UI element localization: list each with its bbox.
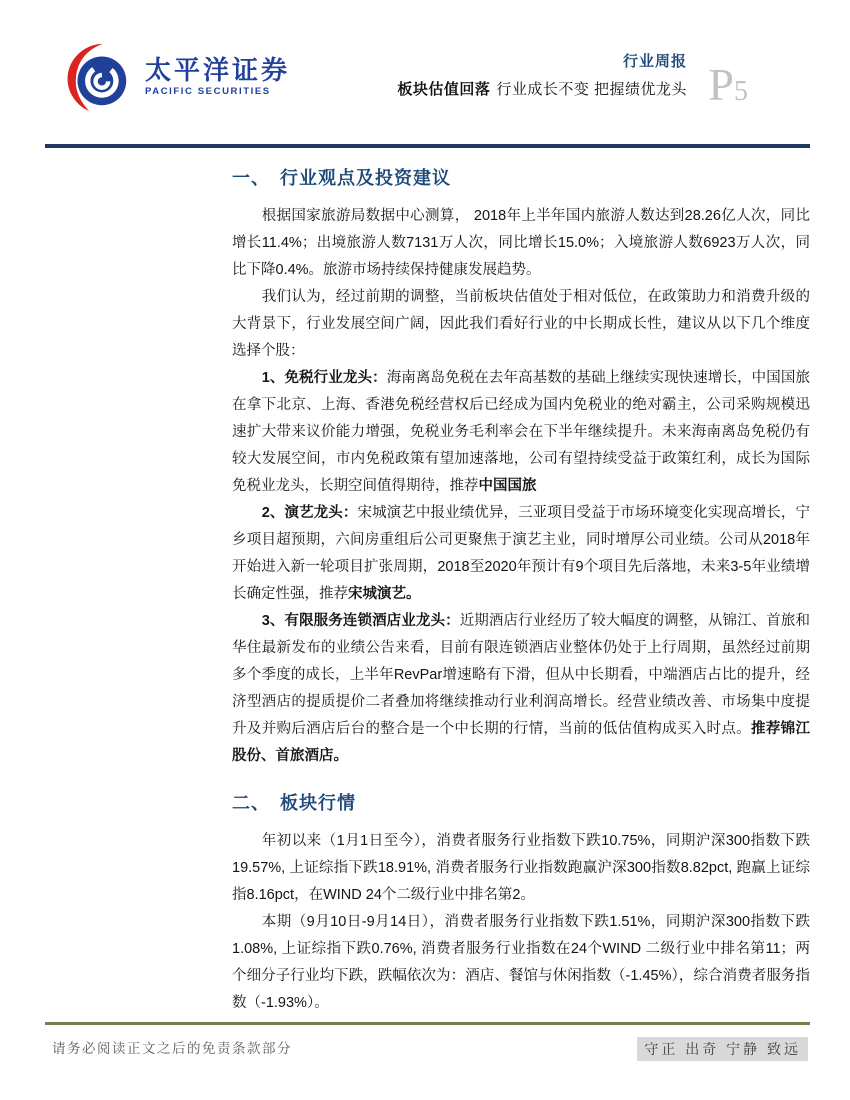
footer-divider-rule: [45, 1022, 810, 1025]
dutyfree-lead-label: 1、免税行业龙头：: [261, 370, 387, 386]
disclaimer-text: 请务必阅读正文之后的免责条款部分: [52, 1041, 292, 1056]
pacific-securities-logo-icon: [58, 38, 136, 116]
report-subtitle-rest: 行业成长不变 把握绩优龙头: [496, 81, 687, 98]
company-logo: [58, 38, 290, 116]
report-subtitle: [397, 78, 687, 99]
paragraph-tourism-stats: 根据国家旅游局数据中心测算， 2018年上半年国内旅游人数达到28.26亿人次，同比增长11.4%；出境旅游人数7131万人次，同比增长15.0%；入境旅游人数6923万人次，同比下降0.4%。旅游市场持续保持健康发展趋势。: [232, 208, 810, 278]
page-number-digit: 5: [734, 76, 748, 107]
section-2-heading: 二、 板块行情: [232, 793, 356, 813]
report-type-label: 行业周报: [622, 53, 687, 70]
logo-name-en: PACIFIC SECURITIES: [145, 86, 271, 98]
dutyfree-recommend-stock: 中国国旅: [478, 478, 537, 494]
hotel-body-text: 近期酒店行业经历了较大幅度的调整，从锦江、首旅和华住最新发布的业绩公告来看，目前有限连锁酒店业整体仍处于上行周期，虽然经过前期多个季度的成长，上半年RevPar增速略有下滑，但从中长期看，中端酒店占比的提升，经济型酒店的提质提价二者叠加将继续推动行业利润高增长。经营业绩改善、市场集中度提升及并购后酒店后台的整合是一个中长期的行情，当前的低估值构成买入时点。: [232, 613, 810, 737]
page-number: [708, 59, 748, 110]
hotel-lead-label: 3、有限服务连锁酒店业龙头：: [261, 613, 460, 629]
section-1-heading: 一、 行业观点及投资建议: [232, 168, 451, 188]
page-footer: [52, 1037, 808, 1061]
paragraph-performance-leader: [232, 500, 810, 608]
dutyfree-body-text: 海南离岛免税在去年高基数的基础上继续实现快速增长，中国国旅在拿下北京、上海、香港免税经营权后已经成为国内免税业的绝对霸主，公司采购规模迅速扩大带来议价能力增强，免税业务毛利率会在下半年继续提升。未来海南离岛免税仍有较大发展空间，市内免税政策有望加速落地，公司有望持续受益于政策红利，成长为国际免税业龙头，长期空间值得期待，推荐: [232, 370, 810, 494]
paragraph-week-market: 本期（9月10日-9月14日），消费者服务行业指数下跌1.51%，同期沪深300指数下跌1.08%, 上证综指下跌0.76%, 消费者服务行业指数在24个WIND 二级行业中排名第11；两个细分子行业均下跌，跌幅依次为：酒店、餐馆与休闲指数（-1.45%），综合消费者服务指数（-1.93%）。: [232, 914, 810, 1011]
performance-recommend-stock: 宋城演艺。: [348, 586, 421, 602]
header-divider-rule: [45, 144, 810, 148]
report-subtitle-bold: 板块估值回落: [397, 81, 491, 98]
company-motto: 守正 出奇 宁静 致远: [637, 1037, 808, 1061]
logo-name-cn: 太平洋证券: [145, 55, 291, 86]
performance-body-text: 宋城演艺中报业绩优异，三亚项目受益于市场环境变化实现高增长，宁乡项目超预期，六间房重组后公司更聚焦于演艺主业，同时增厚公司业绩。公司从2018年开始进入新一轮项目扩张周期，2018至2020年预计有9个项目先后落地，未来3-5年业绩增长确定性强，推荐: [232, 505, 810, 602]
hotel-recommend-stocks: 推荐锦江股份、首旅酒店。: [232, 721, 811, 764]
performance-lead-label: 2、演艺龙头：: [261, 505, 358, 521]
paragraph-view-summary: 我们认为，经过前期的调整，当前板块估值处于相对低位，在政策助力和消费升级的大背景下，行业发展空间广阔，因此我们看好行业的中长期成长性，建议从以下几个维度选择个股：: [232, 289, 810, 359]
page-number-letter: P: [708, 59, 734, 110]
report-body: [232, 164, 810, 1017]
logo-text: [145, 57, 290, 97]
paragraph-hotel-leader: [232, 608, 810, 770]
paragraph-ytd-market: 年初以来（1月1日至今），消费者服务行业指数下跌10.75%，同期沪深300指数下跌19.57%, 上证综指下跌18.91%, 消费者服务行业指数跑赢沪深300指数8.82pct, 跑赢上证综指8.16pct，在WIND 24个二级行业中排名第2。: [232, 833, 810, 903]
paragraph-dutyfree-leader: [232, 365, 810, 500]
header-titles: [397, 50, 687, 99]
